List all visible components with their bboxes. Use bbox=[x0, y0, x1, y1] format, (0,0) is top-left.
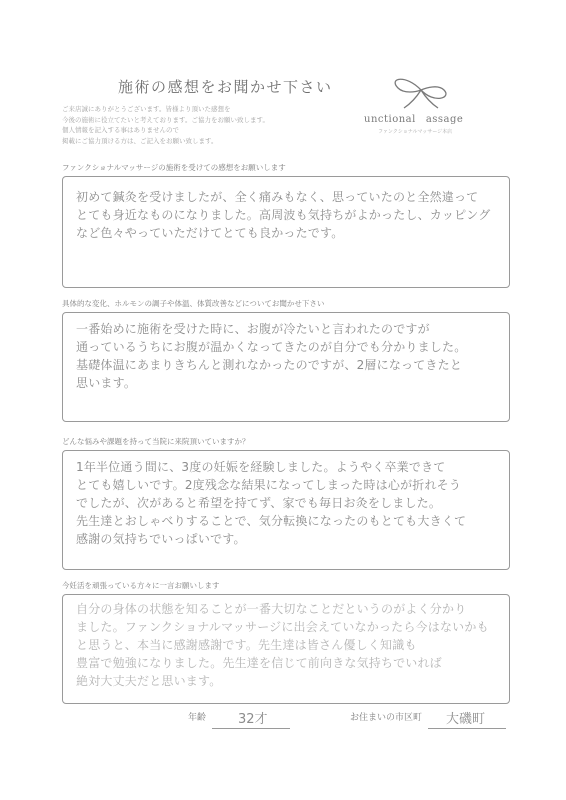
answer-line: 豊富で勉強になりました。先生達を信じて前向きな気持ちでいれば bbox=[76, 656, 442, 670]
answer-line: 自分の身体の状態を知ることが一番大切なことだというのがよく分かり bbox=[76, 602, 467, 616]
form-title: 施術の感想をお聞かせ下さい bbox=[118, 78, 333, 96]
answer-line: 基礎体温にあまりきちんと測れなかったのですが、2層になってきたと bbox=[76, 358, 463, 372]
answer-line: 一番始めに施術を受けた時に、お腹が冷たいと言われたのですが bbox=[76, 322, 430, 336]
answer-line: 初めて鍼灸を受けましたが、全く痛みもなく、思っていたのと全然違って bbox=[76, 190, 479, 204]
answer-line: とても身近なものになりました。高周波も気持ちがよかったし、カッピング bbox=[76, 208, 491, 222]
intro-line: 掲載にご協力頂ける方は、ご記入をお願い致します。 bbox=[62, 136, 218, 145]
intro-text bbox=[62, 104, 322, 146]
question-label-1: ファンクショナルマッサージの施術を受けての感想をお願いします bbox=[62, 163, 286, 172]
address-underline bbox=[428, 728, 506, 729]
answer-text-3 bbox=[76, 458, 510, 548]
answer-line: 感謝の気持ちでいっぱいです。 bbox=[76, 532, 246, 546]
address-value: 大磯町 bbox=[446, 712, 486, 727]
answer-line: 1年半位通う間に、3度の妊娠を経験しました。ようやく卒業できて bbox=[76, 460, 446, 474]
answer-line: でしたが、次があると希望を持てず、家でも毎日お灸をしました。 bbox=[76, 496, 442, 510]
answer-line: など色々やっていただけてとても良かったです。 bbox=[76, 226, 344, 240]
answer-text-4 bbox=[76, 600, 510, 690]
logo-word-2: assage bbox=[425, 114, 464, 125]
answer-line: ました。ファンクショナルマッサージに出会えていなかったら今はないかも bbox=[76, 620, 489, 634]
intro-line: ご来店誠にありがとうございます。皆様より頂いた感想を bbox=[62, 105, 231, 113]
logo-word-1: unctional bbox=[364, 114, 416, 125]
age-label: 年齢 bbox=[188, 713, 207, 723]
answer-line: とても嬉しいです。2度残念な結果になってしまった時は心が折れそう bbox=[76, 478, 462, 492]
answer-line: 通っているうちにお腹が温かくなってきたのが自分でも分かりました。 bbox=[76, 340, 467, 354]
answer-line: 先生達とおしゃべりすることで、気分転換になったのもとても大きくて bbox=[76, 514, 467, 528]
logo-wordmark bbox=[364, 114, 463, 125]
intro-line: 今後の施術に役立てたいと考えております。ご協力をお願い致します。 bbox=[62, 115, 269, 124]
answer-line: 絶対大丈夫だと思います。 bbox=[76, 674, 222, 688]
age-underline bbox=[212, 728, 290, 729]
intro-line: 個人情報を記入する事はありませんので bbox=[62, 126, 179, 134]
answer-text-1 bbox=[76, 188, 510, 242]
logo-subtitle: ファンクショナルマッサージ本店 bbox=[378, 129, 453, 135]
answer-line: 思います。 bbox=[76, 376, 137, 390]
brand-logo bbox=[356, 70, 486, 140]
age-value: 32才 bbox=[238, 712, 268, 727]
answer-line: と思うと、本当に感謝感謝です。先生達は皆さん優しく知識も bbox=[76, 638, 417, 652]
ribbon-icon bbox=[376, 70, 466, 110]
answer-text-2 bbox=[76, 320, 510, 392]
question-label-4: 今妊活を頑張っている方々に一言お願いします bbox=[62, 581, 220, 590]
question-label-2: 具体的な変化、ホルモンの調子や体温、体質改善などについてお聞かせ下さい bbox=[62, 299, 325, 308]
address-label: お住まいの市区町 bbox=[350, 713, 423, 723]
question-label-3: どんな悩みや課題を持って当院に来院頂いていますか？ bbox=[62, 437, 250, 446]
